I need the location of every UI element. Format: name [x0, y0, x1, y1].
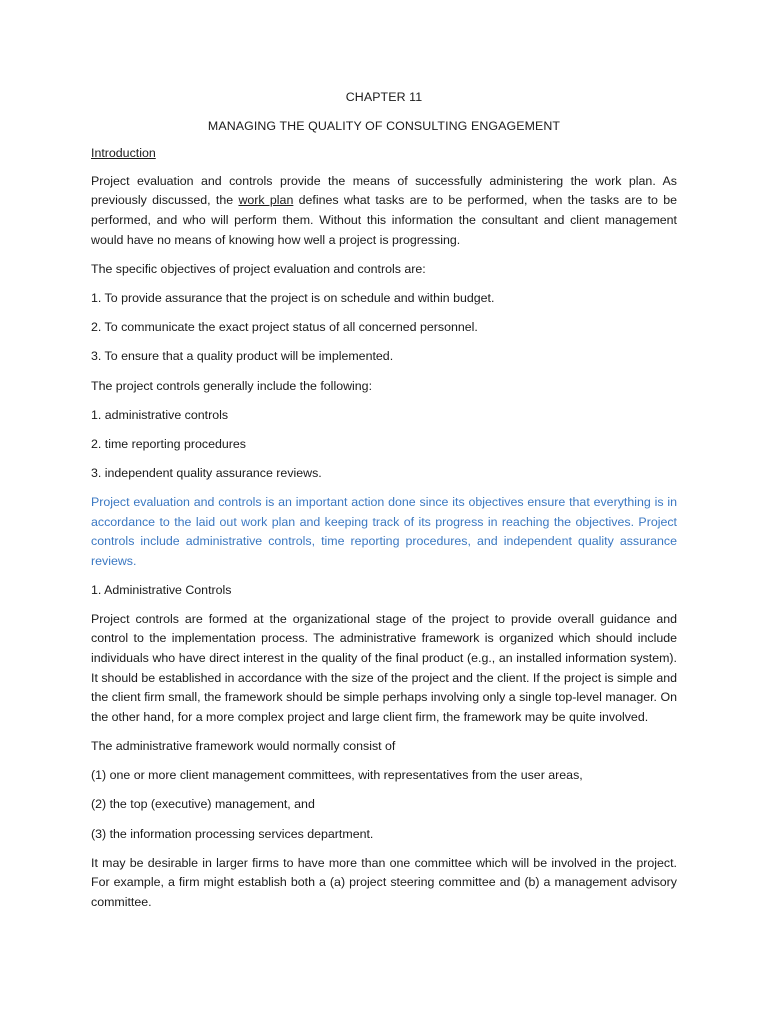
introduction-paragraph [91, 172, 677, 250]
framework-item: (1) one or more client management committees, with representatives from the user areas, [91, 768, 583, 783]
document-page [91, 88, 677, 922]
intro-text-start: Project evaluation and controls provide the means of successfully administering the work plan. As previously discussed, the [91, 173, 677, 208]
administrative-controls-paragraph: Project controls are formed at the organizational stage of the project to provide overall guidance and control to the implementation process. The administrative framework is organized which should include individuals who have direct interest in the quality of the final product (e.g., an installed information system). It should be established in accordance with the size of the project and the client. If the project is simple and the client firm small, the framework should be simple perhaps involving only a single top-level manager. On the other hand, for a more complex project and large client firm, the framework may be quite involved. [91, 611, 677, 724]
objective-item: 1. To provide assurance that the project is on schedule and within budget. [91, 290, 495, 305]
framework-item: (3) the information processing services department. [91, 826, 374, 841]
section-heading-administrative-controls: 1. Administrative Controls [91, 583, 232, 598]
chapter-title: MANAGING THE QUALITY OF CONSULTING ENGAGEMENT [207, 118, 561, 133]
objective-item: 2. To communicate the exact project status of all concerned personnel. [91, 320, 478, 335]
framework-item: (2) the top (executive) management, and [91, 797, 315, 812]
control-item: 1. administrative controls [91, 407, 229, 422]
introduction-heading: Introduction [91, 146, 156, 161]
work-plan-link[interactable]: work plan [238, 193, 294, 208]
objective-item: 3. To ensure that a quality product will be implemented. [91, 349, 394, 364]
summary-paragraph: Project evaluation and controls is an important action done since its objectives ensure that everything is in accordance to the laid out work plan and keeping track of its progress in reaching the objectives. Project controls include administrative controls, time reporting procedures, and independent quality assurance reviews. [91, 495, 677, 569]
framework-intro: The administrative framework would normally consist of [91, 738, 396, 753]
control-item: 3. independent quality assurance reviews. [91, 466, 322, 481]
objectives-intro: The specific objectives of project evaluation and controls are: [91, 261, 426, 276]
chapter-label: CHAPTER 11 [345, 90, 423, 104]
closing-paragraph: It may be desirable in larger firms to have more than one committee which will be involved in the project. For example, a firm might establish both a (a) project steering committee and (b) a management advisory committee. [91, 855, 677, 909]
intro-text-end: defines what tasks are to be performed, when the tasks are to be performed, and who will perform them. Without this information the consultant and client management would have no means of knowing how well a project is progressing. [91, 193, 677, 247]
control-item: 2. time reporting procedures [91, 436, 246, 451]
controls-intro: The project controls generally include the following: [91, 378, 373, 393]
